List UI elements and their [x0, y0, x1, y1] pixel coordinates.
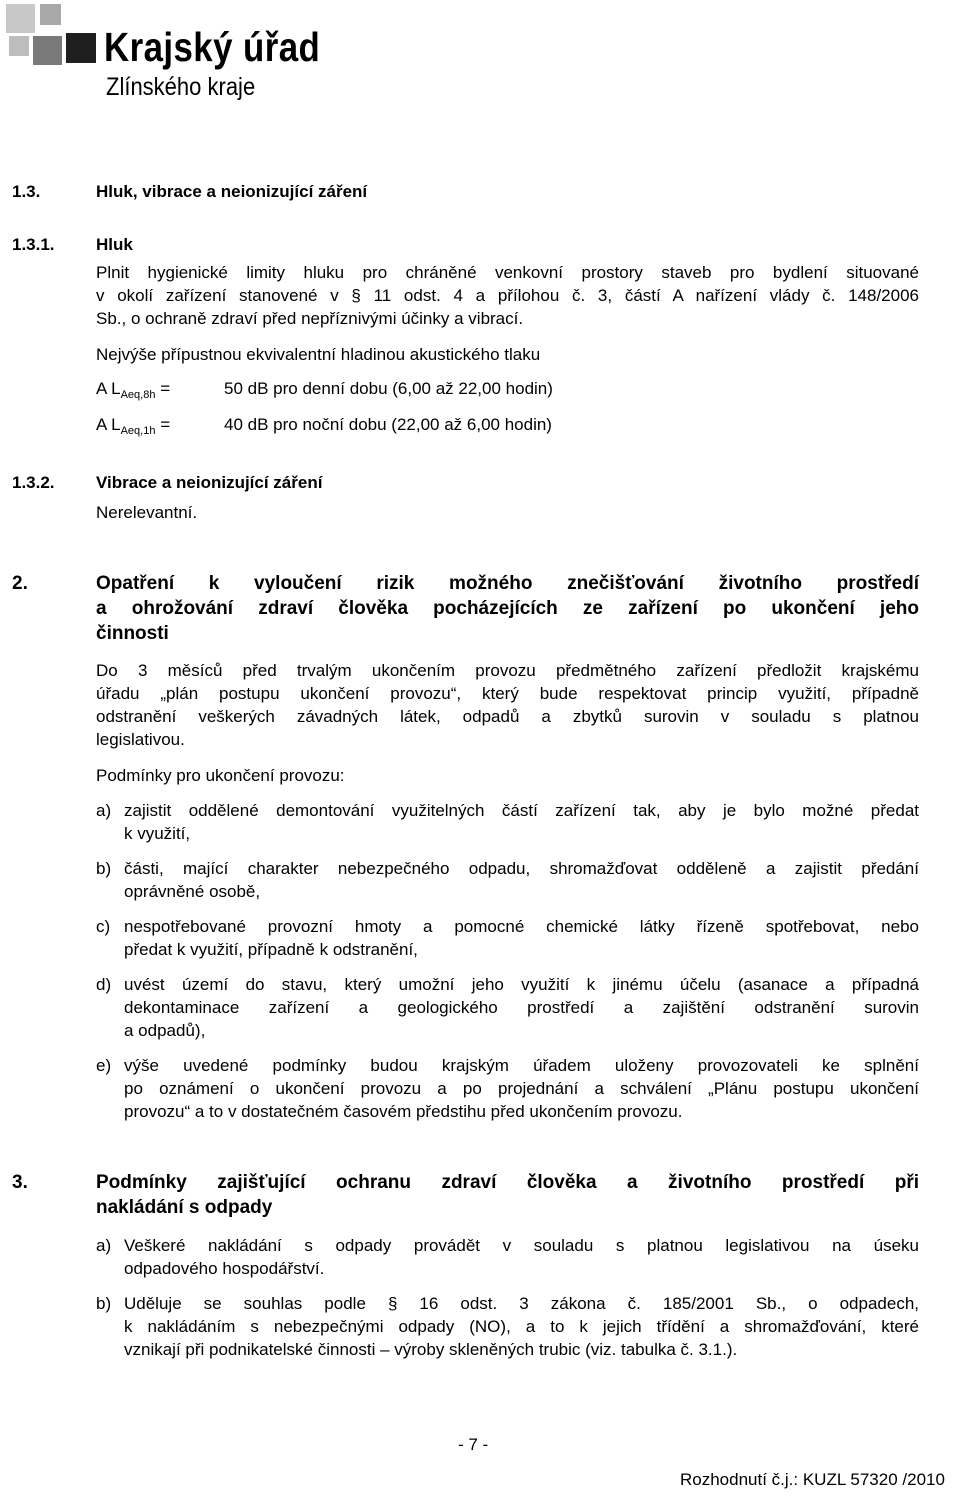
- list-letter: b): [96, 859, 112, 878]
- limit-subscript: Aeq,8h: [120, 389, 156, 401]
- list-item-line: k využití,: [124, 824, 191, 843]
- document-reference: Rozhodnutí č.j.: KUZL 57320 /2010: [680, 1470, 945, 1489]
- conditions-intro: Podmínky pro ukončení provozu:: [96, 766, 345, 785]
- list-item-line: odpadového hospodářství.: [124, 1259, 325, 1278]
- limit-subscript: Aeq,1h: [120, 425, 156, 437]
- list-letter: b): [96, 1294, 112, 1313]
- list-letter: d): [96, 975, 112, 994]
- limit-prefix: A L: [96, 379, 121, 398]
- list-letter: a): [96, 801, 112, 820]
- limit-label-day: [96, 377, 170, 407]
- logo-square-dark: [66, 33, 96, 63]
- limit-value-night: 40 dB pro noční dobu (22,00 až 6,00 hodin): [224, 415, 552, 434]
- list-item-line: zajistit oddělené demontování využitelných částí zařízení tak, aby je bylo možné předat: [124, 801, 919, 820]
- list-letter: a): [96, 1236, 112, 1255]
- list-letter: e): [96, 1056, 112, 1075]
- paragraph-line: Sb., o ochraně zdraví před nepříznivými účinky a vibrací.: [96, 309, 524, 328]
- paragraph-line: v okolí zařízení stanovené v § 11 odst. 4 a přílohou č. 3, částí A nařízení vlády č. 148/2006: [96, 286, 919, 305]
- section-3-title-line: nakládání s odpady: [96, 1197, 273, 1218]
- limits-intro: Nejvýše přípustnou ekvivalentní hladinou akustického tlaku: [96, 345, 541, 364]
- section-2-title-line: Opatření k vyloučení rizik možného znečišťování životního prostředí: [96, 573, 919, 594]
- section-3-number: 3.: [12, 1172, 28, 1193]
- paragraph-line: Do 3 měsíců před trvalým ukončením provozu předmětného zařízení předložit krajskému: [96, 661, 919, 680]
- logo-square-mid: [9, 36, 29, 56]
- list-item-line: výše uvedené podmínky budou krajským úřadem uloženy provozovateli ke splnění: [124, 1056, 919, 1075]
- limit-eq: =: [160, 415, 171, 434]
- section-1-3-number: 1.3.: [12, 182, 41, 201]
- section-1-3-2-text: Nerelevantní.: [96, 503, 198, 522]
- logo-subtitle: Zlínského kraje: [106, 73, 256, 101]
- limit-eq: =: [160, 379, 171, 398]
- section-1-3-1-number: 1.3.1.: [12, 235, 55, 254]
- list-item-line: k nakládáním s nebezpečnými odpady (NO), a to k jejich třídění a shromažďování, které: [124, 1317, 919, 1336]
- list-item-line: Uděluje se souhlas podle § 16 odst. 3 zákona č. 185/2001 Sb., o odpadech,: [124, 1294, 919, 1313]
- list-item-line: po oznámení o ukončení provozu a po projednání a schválení „Plánu postupu ukončení: [124, 1079, 919, 1098]
- list-letter: c): [96, 917, 111, 936]
- list-item-line: nespotřebované provozní hmoty a pomocné chemické látky řízeně spotřebovat, nebo: [124, 917, 919, 936]
- section-2-title-line: činnosti: [96, 623, 169, 644]
- logo-square-light-1: [6, 4, 35, 33]
- list-item-line: Veškeré nakládání s odpady provádět v souladu s platnou legislativou na úseku: [124, 1236, 919, 1255]
- page-number: - 7 -: [458, 1435, 489, 1454]
- section-1-3-1-title: Hluk: [96, 235, 133, 254]
- section-2-number: 2.: [12, 573, 28, 594]
- list-item-line: předat k využití, případně k odstranění,: [124, 940, 418, 959]
- paragraph-line: legislativou.: [96, 730, 185, 749]
- list-item-line: uvést území do stavu, který umožní jeho využití k jinému účelu (asanace a případná: [124, 975, 919, 994]
- logo-square-light-2: [40, 4, 61, 25]
- section-1-3-2-title: Vibrace a neionizující záření: [96, 473, 323, 492]
- paragraph-line: odstranění veškerých závadných látek, odpadů a zbytků surovin v souladu s platnou: [96, 707, 919, 726]
- list-item-line: a odpadů),: [124, 1021, 206, 1040]
- limit-label-night: [96, 413, 170, 443]
- paragraph-line: úřadu „plán postupu ukončení provozu“, který bude respektovat princip využití, případně: [96, 684, 919, 703]
- section-2-title-line: a ohrožování zdraví člověka pocházejících ze zařízení po ukončení jeho: [96, 598, 919, 619]
- limit-prefix: A L: [96, 415, 121, 434]
- list-item-line: provozu“ a to v dostatečném časovém předstihu před ukončením provozu.: [124, 1102, 683, 1121]
- logo-square-mid-2: [33, 36, 62, 65]
- limit-value-day: 50 dB pro denní dobu (6,00 až 22,00 hodin): [224, 379, 553, 398]
- list-item-line: části, mající charakter nebezpečného odpadu, shromažďovat odděleně a zajistit předání: [124, 859, 919, 878]
- logo-title: Krajský úřad: [104, 24, 321, 70]
- paragraph-line: Plnit hygienické limity hluku pro chráněné venkovní prostory staveb pro bydlení situované: [96, 263, 919, 282]
- section-1-3-2-number: 1.3.2.: [12, 473, 55, 492]
- list-item-line: vznikají při podnikatelské činnosti – výroby skleněných trubic (viz. tabulka č. 3.1.).: [124, 1340, 738, 1359]
- section-3-title-line: Podmínky zajišťující ochranu zdraví člověka a životního prostředí při: [96, 1172, 919, 1193]
- list-item-line: dekontaminace zařízení a geologického prostředí a zajištění odstranění surovin: [124, 998, 919, 1017]
- section-1-3-title: Hluk, vibrace a neionizující záření: [96, 182, 368, 201]
- list-item-line: oprávněné osobě,: [124, 882, 261, 901]
